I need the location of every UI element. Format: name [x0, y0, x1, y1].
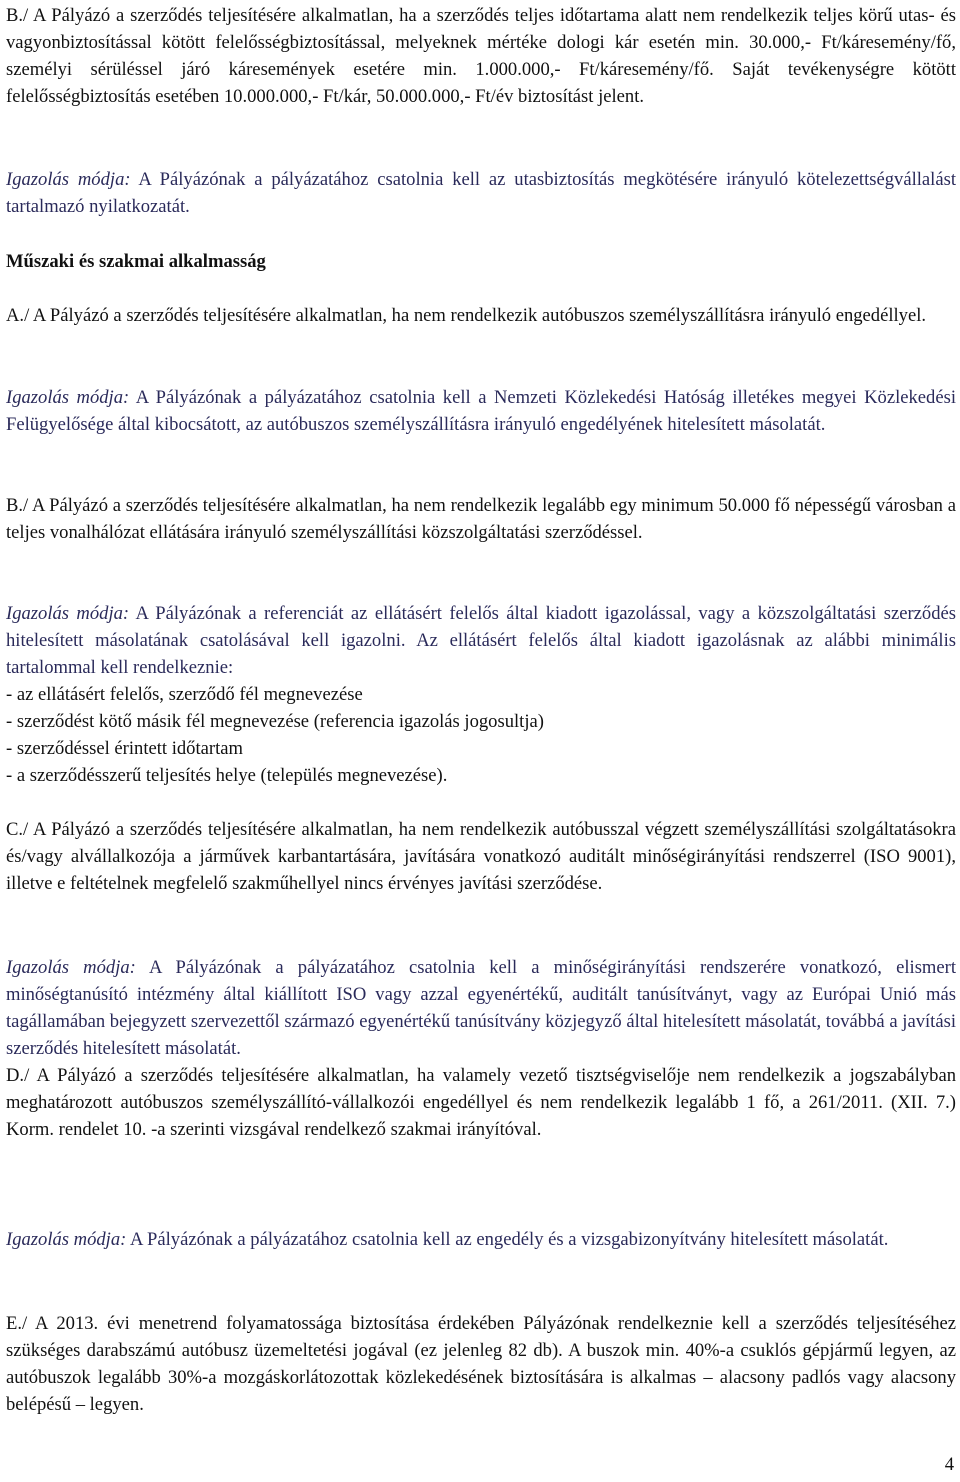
- paragraph-c: C./ A Pályázó a szerződés teljesítésére alkalmatlan, ha nem rendelkezik autóbusszal végzett személyszállítási szolgáltatásokra és/vagy alvállalkozója a járművek karbantartására, javítására vonatkozó auditált minőségirányítási rendszerrel (ISO 9001), illetve e feltételnek megfelelő szakműhellyel nincs érvényes javítási szerződése.: [6, 819, 956, 894]
- igazolas-text-2: A Pályázónak a pályázatához csatolnia kell a Nemzeti Közlekedési Hatóság illetékes megyei Közlekedési Felügyelősége által kibocsátott, az autóbuszos személyszállításra irányuló engedélyének hitelesített másolatát.: [6, 387, 956, 435]
- list-item: - szerződéssel érintett időtartam: [6, 738, 243, 759]
- igazolas-label: Igazolás módja:: [6, 1229, 127, 1250]
- igazolas-paragraph-4: [6, 954, 956, 1062]
- igazolas-label: Igazolás módja:: [6, 387, 130, 408]
- igazolas-text-1: A Pályázónak a pályázatához csatolnia kell az utasbiztosítás megkötésére irányuló kötelezettségvállalást tartalmazó nyilatkozatát.: [6, 169, 957, 217]
- igazolas-paragraph-1: [6, 166, 956, 220]
- igazolas-paragraph-5: [6, 1226, 956, 1253]
- igazolas-text-3: A Pályázónak a referenciát az ellátásért felelős által kiadott igazolással, vagy a közszolgáltatási szerződés hitelesített másolatának csatolásával kell igazolni. Az ellátásért felelős által kiadott igazolásnak az alábbi minimális tartalommal kell rendelkeznie:: [6, 603, 957, 678]
- paragraph-a: A./ A Pályázó a szerződés teljesítésére alkalmatlan, ha nem rendelkezik autóbuszos személyszállításra irányuló engedéllyel.: [6, 305, 927, 326]
- paragraph-e: E./ A 2013. évi menetrend folyamatossága biztosítása érdekében Pályázónak rendelkeznie kell a szerződés teljesítéséhez szükséges darabszámú autóbusz üzemeltetési jogával (ez jelenleg 82 db). A buszok min. 40%-a csuklós gépjármű legyen, az autóbuszok legalább 30%-a mozgáskorlátozottak közlekedésének biztosítására is alkalmas – alacsony padlós vagy alacsony belépésű – legyen.: [6, 1313, 956, 1415]
- paragraph-d: D./ A Pályázó a szerződés teljesítésére alkalmatlan, ha valamely vezető tisztségviselője nem rendelkezik a jogszabályban meghatározott autóbuszos személyszállító-vállalkozói engedéllyel és nem rendelkezik legalább 1 fő, a 261/2011. (XII. 7.) Korm. rendelet 10. -a szerinti vizsgával rendelkező szakmai irányítóval.: [6, 1065, 956, 1140]
- section-heading: Műszaki és szakmai alkalmasság: [6, 251, 266, 272]
- igazolas-label: Igazolás módja:: [6, 957, 136, 978]
- igazolas-label: Igazolás módja:: [6, 603, 130, 624]
- list-item: - a szerződésszerű teljesítés helye (település megnevezése).: [6, 765, 448, 786]
- requirements-list: [6, 681, 956, 789]
- paragraph-b: B./ A Pályázó a szerződés teljesítésére alkalmatlan, ha nem rendelkezik legalább egy minimum 50.000 fő népességű városban a teljes vonalhálózat ellátására irányuló személyszállítási közszolgáltatási szerződéssel.: [6, 495, 956, 543]
- igazolas-paragraph-2: [6, 384, 956, 438]
- list-item: - szerződést kötő másik fél megnevezése (referencia igazolás jogosultja): [6, 711, 544, 732]
- igazolas-paragraph-3: [6, 600, 956, 681]
- list-item: - az ellátásért felelős, szerződő fél megnevezése: [6, 684, 363, 705]
- igazolas-text-4: A Pályázónak a pályázatához csatolnia kell a minőségirányítási rendszerére vonatkozó, elismert minőségtanúsító intézmény által kiállított ISO vagy azzal egyenértékű, auditált tanúsítványt, vagy az Európai Unió más tagállamában bejegyzett szervezettől származó egyenértékű tanúsítvány közjegyző által hitelesített másolatát, továbbá a javítási szerződés hitelesített másolatát.: [6, 957, 957, 1059]
- page-number: 4: [944, 1454, 954, 1475]
- igazolas-label: Igazolás módja:: [6, 169, 131, 190]
- paragraph-b-insurance: B./ A Pályázó a szerződés teljesítésére alkalmatlan, ha a szerződés teljes időtartama alatt nem rendelkezik teljes körű utas- és vagyonbiztosítással kötött felelősségbiztosítással, melyeknek mértéke dologi kár esetén min. 30.000,- Ft/káresemény/fő, személyi sérüléssel járó káresemények esetére min. 1.000.000,- Ft/káresemény/fő. Saját tevékenységre kötött felelősségbiztosítás esetében 10.000.000,- Ft/kár, 50.000.000,- Ft/év biztosítást jelent.: [6, 5, 956, 107]
- igazolas-text-5: A Pályázónak a pályázatához csatolnia kell az engedély és a vizsgabizonyítvány hitelesített másolatát.: [126, 1229, 889, 1250]
